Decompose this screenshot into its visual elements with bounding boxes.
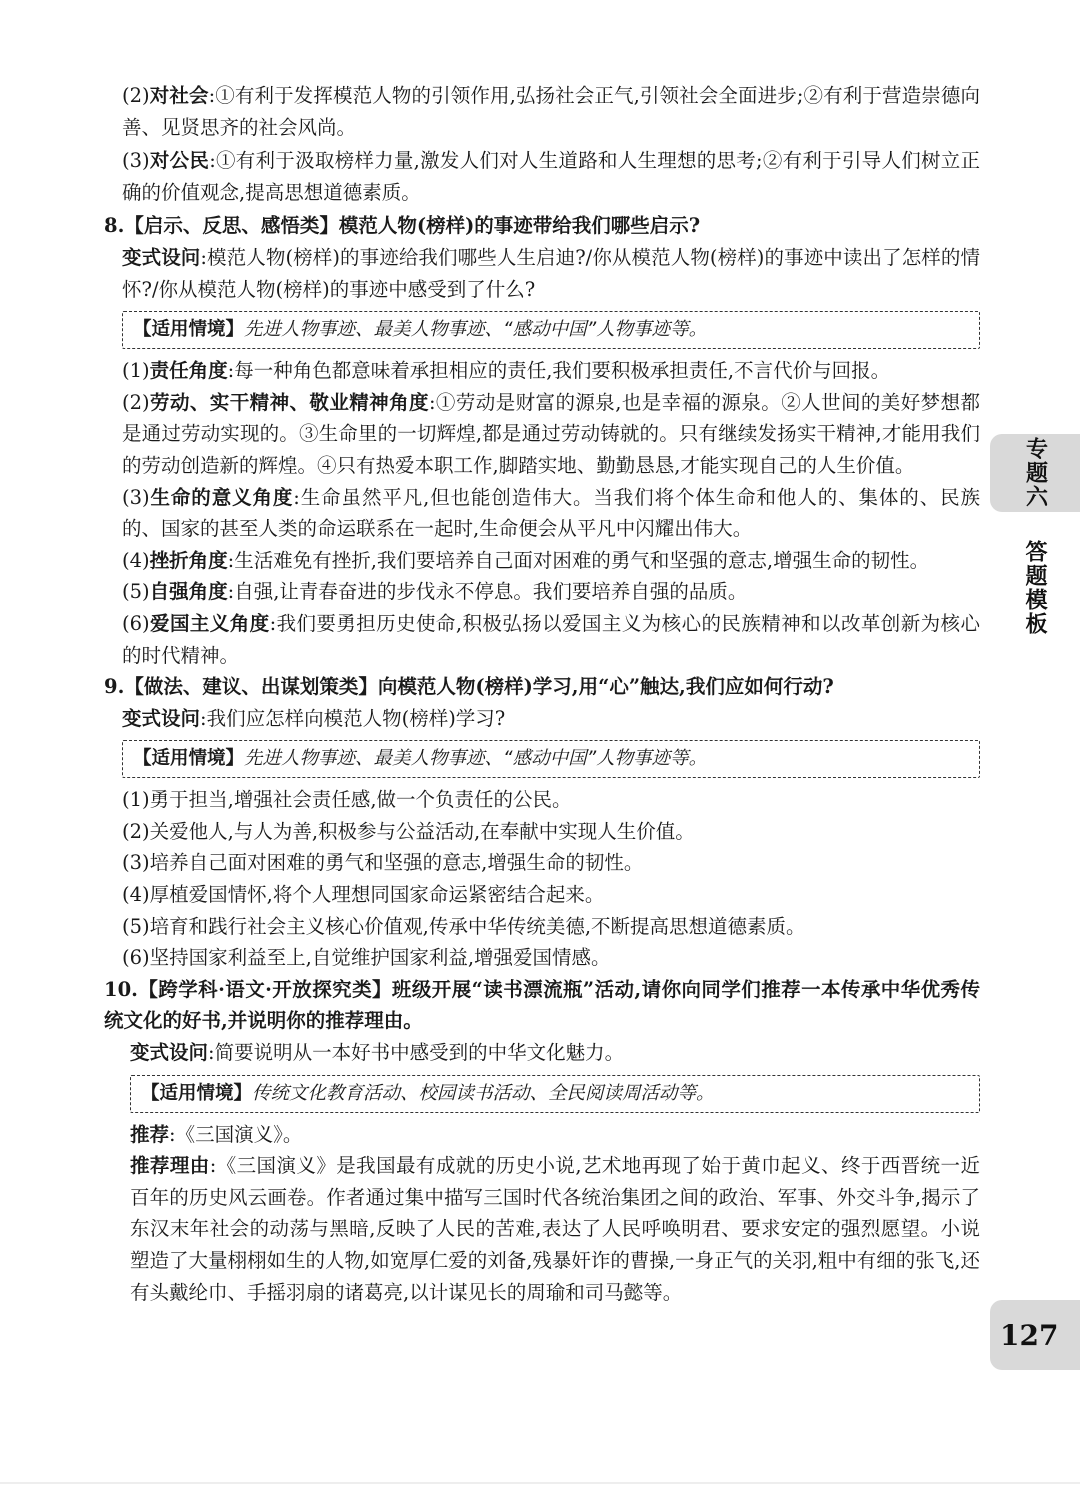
item-keyword: 挫折角度 [149,548,228,572]
variant-text: :简要说明从一本好书中感受到的中华文化魅力。 [208,1041,625,1065]
q8-title: 8.【启示、反思、感悟类】模范人物(榜样)的事迹带给我们哪些启示? [104,214,701,238]
q8-item-2 [104,387,980,482]
q8-item-5 [104,576,980,608]
bottom-divider [0,1482,1080,1484]
item-text: :①有利于发挥模范人物的引领作用,弘扬社会正气,引领社会全面进步;②有利于营造崇德向善、见贤思齐的社会风尚。 [122,84,980,139]
page-number-tab [990,1300,1080,1370]
topic-side-tab [990,434,1080,512]
q9-variant [104,703,980,735]
item-prefix: (2) [122,390,150,414]
item-keyword: 对公民 [149,149,210,173]
variant-label: 变式设问 [122,706,201,730]
item-text: :每一种角色都意味着承担相应的责任,我们要积极承担责任,不言代价与回报。 [227,359,891,383]
q9-title: 9.【做法、建议、出谋划策类】向模范人物(榜样)学习,用“心”触达,我们应如何行动? [104,675,834,699]
q10-context-box [130,1075,980,1113]
q9-item-3: (3)培养自己面对困难的勇气和坚强的意志,增强生命的韧性。 [122,851,644,875]
item-keyword: 劳动、实干精神、敬业精神角度 [149,390,429,414]
context-label: 【适用情境】 [133,319,245,341]
reason-label: 推荐理由 [130,1154,210,1178]
item-prefix: (4) [122,548,150,572]
item-prefix: (3) [122,485,150,509]
topic-tab-text: 专题六 [1022,437,1048,509]
q9-item-2: (2)关爱他人,与人为善,积极参与公益活动,在奉献中实现人生价值。 [122,819,695,843]
q9-item-4: (4)厚植爱国情怀,将个人理想同国家命运紧密结合起来。 [122,883,605,907]
q10-reason [104,1150,980,1308]
item-keyword: 生命的意义角度 [149,485,294,509]
top-item-society [104,80,980,143]
item-keyword: 责任角度 [149,359,228,383]
item-keyword: 自强角度 [149,580,228,604]
item-keyword: 对社会 [149,84,209,107]
context-text: 先进人物事迹、最美人物事迹、“感动中国”人物事迹等。 [244,319,708,341]
recommend-text: :《三国演义》。 [169,1122,303,1146]
item-text: :①有利于汲取榜样力量,激发人们对人生道路和人生理想的思考;②有利于引导人们树立正确的价值观念,提高思想道德素质。 [122,149,980,204]
item-prefix: (5) [122,580,150,604]
page-content [104,80,980,1308]
context-text: 传统文化教育活动、校园读书活动、全民阅读周活动等。 [252,1082,715,1104]
q9-item-1: (1)勇于担当,增强社会责任感,做一个负责任的公民。 [122,788,572,812]
q8-item-3 [104,482,980,545]
item-prefix: (3) [122,149,150,173]
q9-item-5: (5)培育和践行社会主义核心价值观,传承中华传统美德,不断提高思想道德素质。 [122,914,806,938]
q8-variant [104,242,980,305]
q9-item-6: (6)坚持国家利益至上,自觉维护国家利益,增强爱国情感。 [122,946,611,970]
item-prefix: (2) [122,84,150,107]
item-prefix: (6) [122,611,150,635]
variant-label: 变式设问 [122,245,201,269]
q8-item-6 [104,608,980,671]
q8-item-4 [104,545,980,577]
item-text: :生命虽然平凡,但也能创造伟大。当我们将个体生命和他人的、集体的、民族的、国家的甚至人类的命运联系在一起时,生命便会从平凡中闪耀出伟大。 [122,485,980,541]
variant-label: 变式设问 [130,1041,209,1065]
variant-text: :我们应怎样向模范人物(榜样)学习? [200,706,506,730]
top-item-citizen [104,145,980,208]
item-keyword: 爱国主义角度 [149,611,270,635]
answer-template-side-label: 答题模板 [1022,540,1047,636]
q8-context-box [122,311,980,349]
q10-recommendation [104,1119,980,1151]
variant-text: :模范人物(榜样)的事迹给我们哪些人生启迪?/你从模范人物(榜样)的事迹中读出了怎样的情怀?/你从模范人物(榜样)的事迹中感受到了什么? [122,245,980,301]
item-text: :我们要勇担历史使命,积极弘扬以爱国主义为核心的民族精神和以改革创新为核心的时代精神。 [122,611,980,667]
item-text: :①劳动是财富的源泉,也是幸福的源泉。②人世间的美好梦想都是通过劳动实现的。③生命里的一切辉煌,都是通过劳动铸就的。只有继续发扬实干精神,才能用我们的劳动创造新的辉煌。④只有热爱本职工作,脚踏实地、勤勤恳恳,才能实现自己的人生价值。 [122,390,980,477]
page-number: 127 [1000,1318,1059,1352]
reason-text: :《三国演义》是我国最有成就的历史小说,艺术地再现了始于黄巾起义、终于西晋统一近百年的历史风云画卷。作者通过集中描写三国时代各统治集团之间的政治、军事、外交斗争,揭示了东汉末年社会的动荡与黑暗,反映了人民的苦难,表达了人民呼唤明君、要求安定的强烈愿望。小说塑造了大量栩栩如生的人物,如宽厚仁爱的刘备,残暴奸诈的曹操,一身正气的关羽,粗中有细的张飞,还有头戴纶巾、手摇羽扇的诸葛亮,以计谋见长的周瑜和司马懿等。 [130,1154,980,1304]
context-label: 【适用情境】 [133,748,245,770]
item-prefix: (1) [122,359,150,383]
q10-title: 10.【跨学科·语文·开放探究类】班级开展“读书漂流瓶”活动,请你向同学们推荐一本传承中华优秀传统文化的好书,并说明你的推荐理由。 [104,977,980,1033]
q9-context-box [122,740,980,778]
q10-variant [104,1037,980,1069]
item-text: :自强,让青春奋进的步伐永不停息。我们要培养自强的品质。 [227,580,748,604]
q8-item-1 [104,355,980,387]
item-text: :生活难免有挫折,我们要培养自己面对困难的勇气和坚强的意志,增强生命的韧性。 [227,548,930,572]
context-text: 先进人物事迹、最美人物事迹、“感动中国”人物事迹等。 [244,748,708,770]
context-label: 【适用情境】 [141,1082,253,1104]
recommend-label: 推荐 [130,1122,170,1146]
